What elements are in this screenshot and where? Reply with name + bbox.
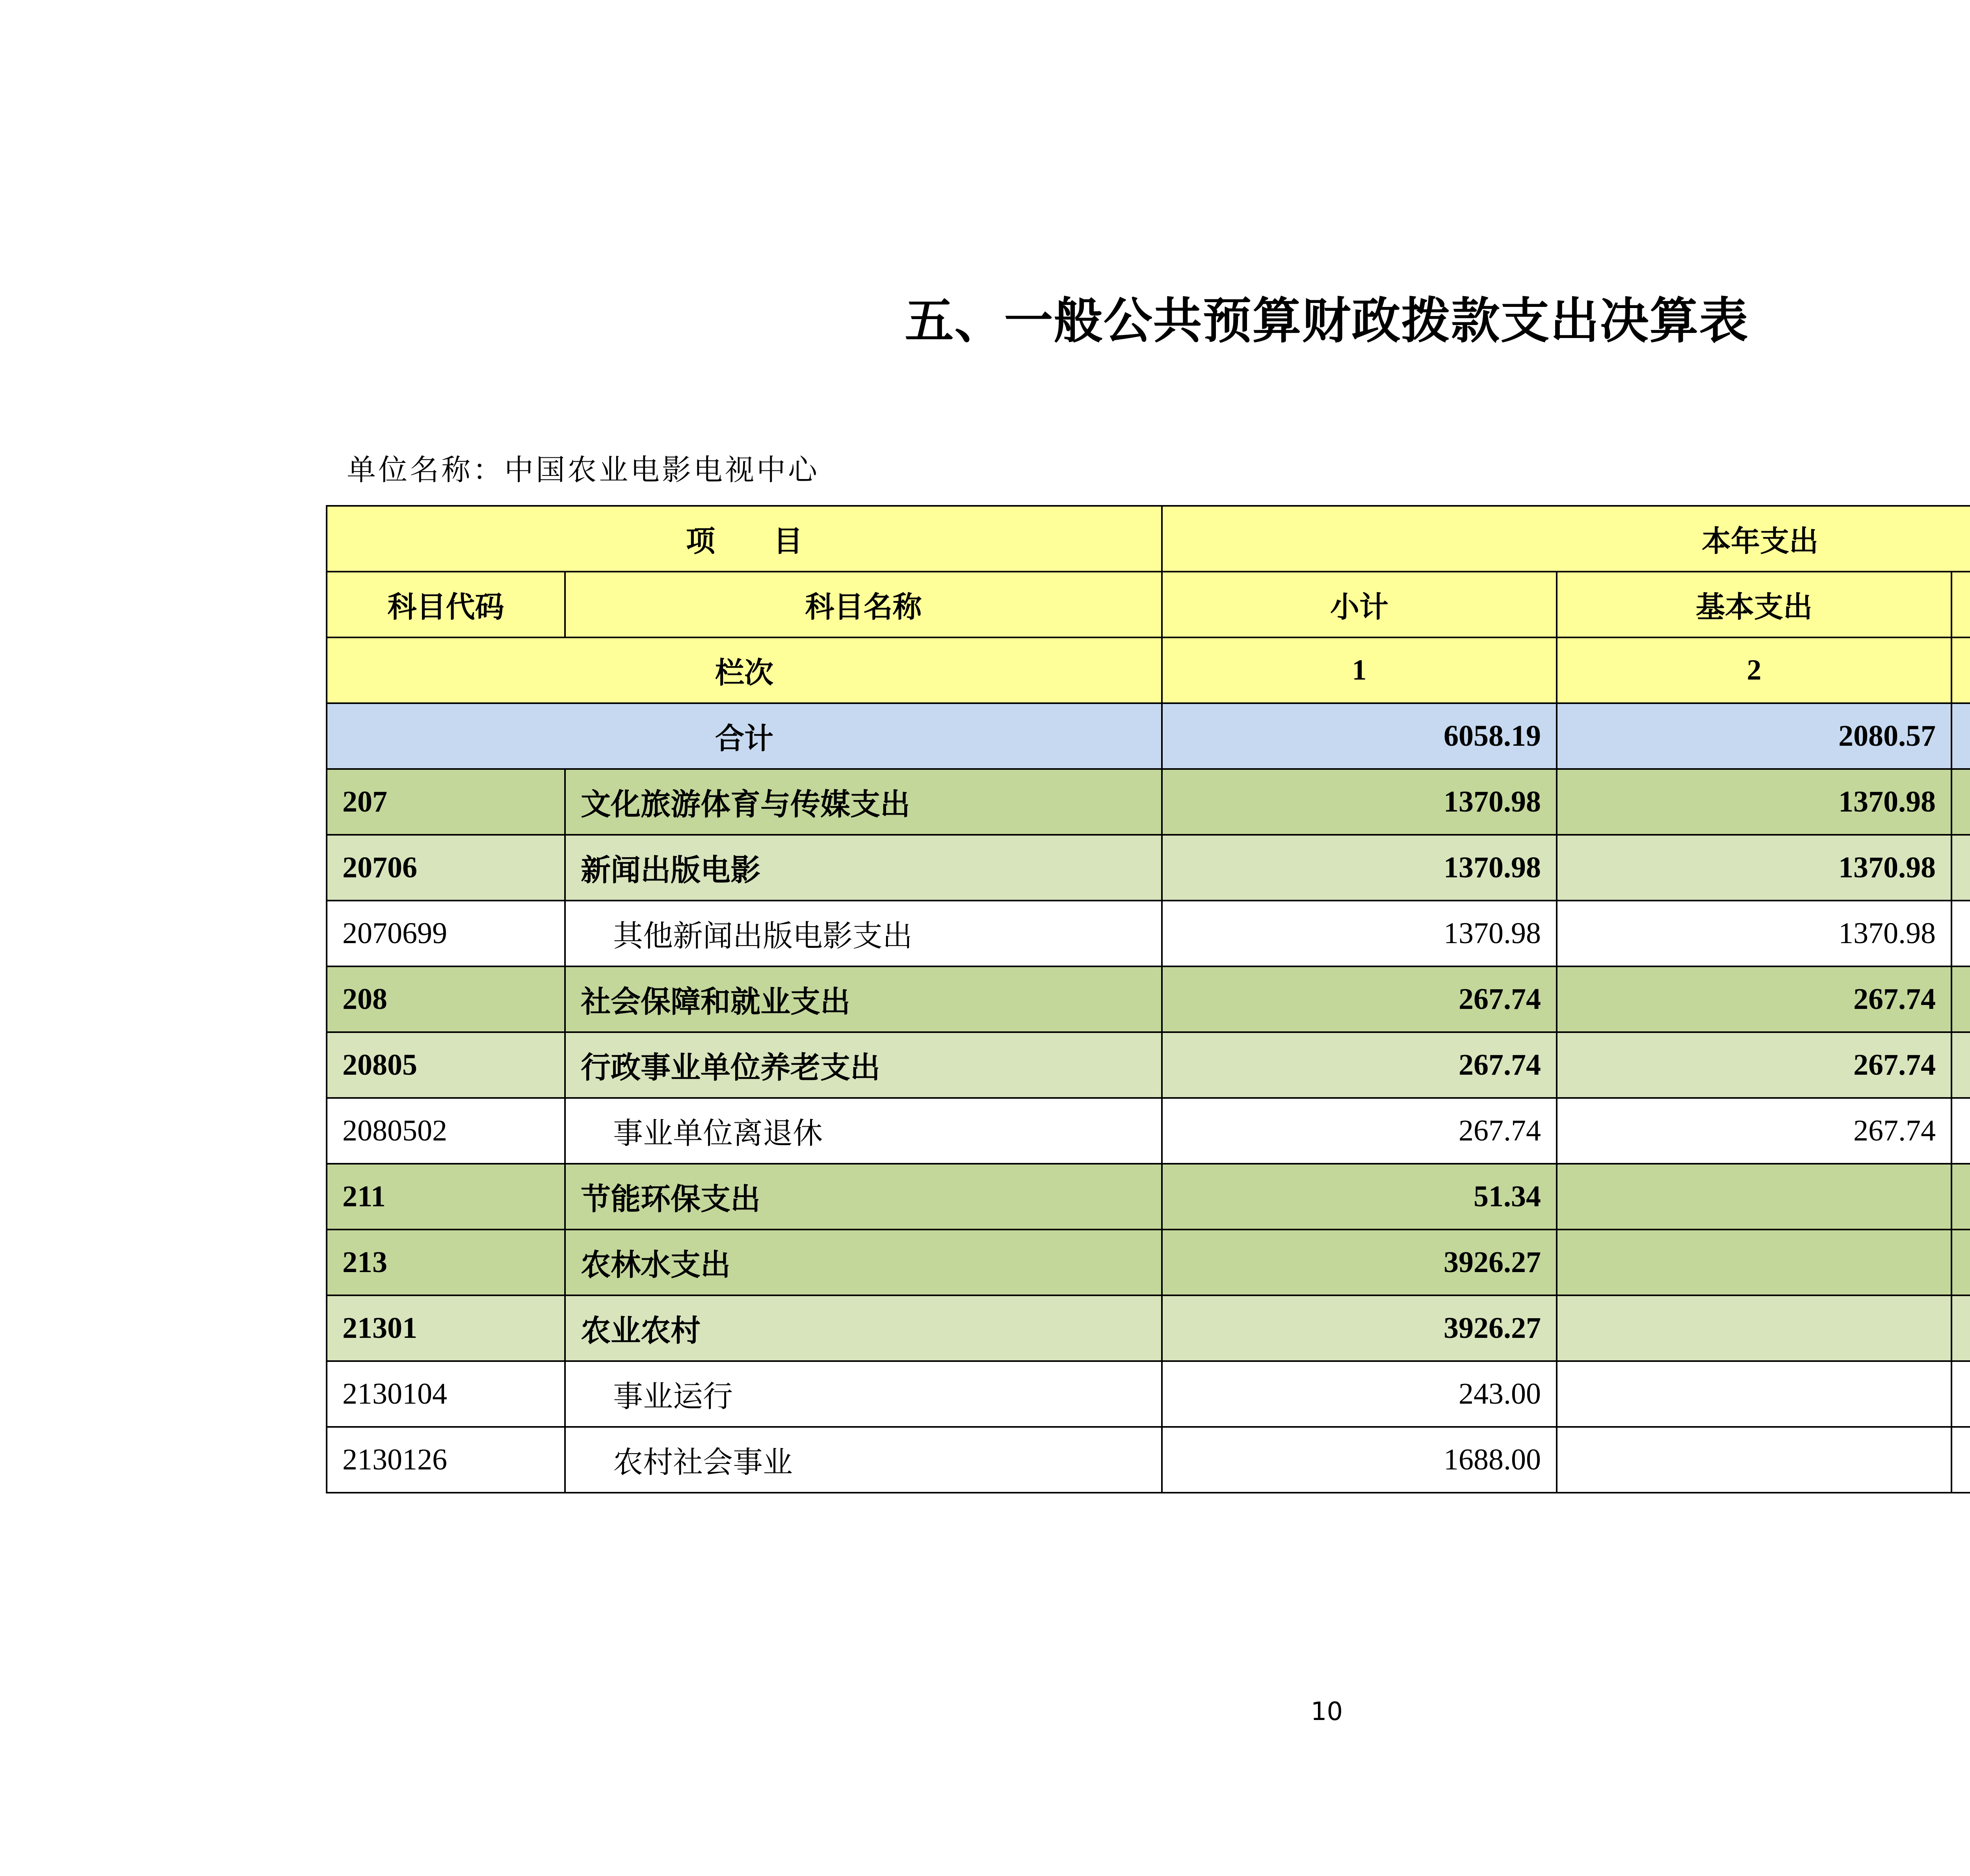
row-subtotal: 51.34 <box>1162 1164 1557 1230</box>
row-name: 事业单位离退休 <box>565 1098 1162 1164</box>
row-code: 211 <box>327 1164 565 1230</box>
total-subtotal: 6058.19 <box>1162 703 1557 769</box>
header-project-exp <box>1951 572 1970 637</box>
row-project <box>1951 769 1970 835</box>
row-basic <box>1557 1164 1951 1230</box>
row-subtotal: 1688.00 <box>1162 1427 1557 1493</box>
row-subtotal: 267.74 <box>1162 966 1557 1032</box>
total-project <box>1951 703 1970 769</box>
row-code: 21301 <box>327 1295 565 1361</box>
table-row <box>327 901 1970 966</box>
row-subtotal: 1370.98 <box>1162 769 1557 835</box>
header-col-1: 1 <box>1162 637 1557 703</box>
header-row-3 <box>327 637 1970 703</box>
table-row <box>327 1164 1970 1230</box>
page-title: 五、一般公共预算财政拨款支出决算表 <box>905 293 1749 349</box>
header-current-year: 本年支出 <box>1162 506 1970 572</box>
row-name: 社会保障和就业支出 <box>565 966 1162 1032</box>
row-code: 2080502 <box>327 1098 565 1164</box>
table-row <box>327 1427 1970 1493</box>
row-name: 行政事业单位养老支出 <box>565 1032 1162 1098</box>
header-row-1 <box>327 506 1970 572</box>
row-subtotal: 1370.98 <box>1162 901 1557 966</box>
row-basic: 1370.98 <box>1557 835 1951 901</box>
row-name: 其他新闻出版电影支出 <box>565 901 1162 966</box>
header-basic: 基本支出 <box>1557 572 1951 637</box>
header-project: 项 目 <box>327 506 1162 572</box>
row-code: 208 <box>327 966 565 1032</box>
row-subtotal: 1370.98 <box>1162 835 1557 901</box>
table-row <box>327 835 1970 901</box>
row-name: 农业农村 <box>565 1295 1162 1361</box>
row-subtotal: 243.00 <box>1162 1361 1557 1427</box>
row-subtotal: 267.74 <box>1162 1032 1557 1098</box>
total-basic: 2080.57 <box>1557 703 1951 769</box>
row-project <box>1951 901 1970 966</box>
row-name: 新闻出版电影 <box>565 835 1162 901</box>
header-col-2: 2 <box>1557 637 1951 703</box>
row-name: 农村社会事业 <box>565 1427 1162 1493</box>
row-project <box>1951 1361 1970 1427</box>
table-row <box>327 769 1970 835</box>
row-basic <box>1557 1427 1951 1493</box>
table-row <box>327 1361 1970 1427</box>
header-row-2 <box>327 572 1970 637</box>
row-name: 农林水支出 <box>565 1230 1162 1295</box>
row-project <box>1951 835 1970 901</box>
table-row <box>327 1230 1970 1295</box>
table-row <box>327 1032 1970 1098</box>
row-project <box>1951 1427 1970 1493</box>
header-name: 科目名称 <box>565 572 1162 637</box>
row-code: 207 <box>327 769 565 835</box>
row-project <box>1951 1164 1970 1230</box>
header-col-3 <box>1951 637 1970 703</box>
unit-name: 单位名称：中国农业电影电视中心 <box>347 453 820 487</box>
row-basic <box>1557 1230 1951 1295</box>
row-project <box>1951 1032 1970 1098</box>
row-code: 2070699 <box>327 901 565 966</box>
row-project <box>1951 1098 1970 1164</box>
row-basic: 267.74 <box>1557 1032 1951 1098</box>
row-basic: 267.74 <box>1557 1098 1951 1164</box>
row-subtotal: 3926.27 <box>1162 1230 1557 1295</box>
row-project <box>1951 1230 1970 1295</box>
row-code: 213 <box>327 1230 565 1295</box>
table-row <box>327 966 1970 1032</box>
row-basic: 1370.98 <box>1557 901 1951 966</box>
row-code: 2130104 <box>327 1361 565 1427</box>
expenditure-table <box>326 505 1970 1493</box>
row-subtotal: 267.74 <box>1162 1098 1557 1164</box>
page-number: 10 <box>1310 1697 1343 1726</box>
row-code: 20805 <box>327 1032 565 1098</box>
row-name: 节能环保支出 <box>565 1164 1162 1230</box>
row-name: 事业运行 <box>565 1361 1162 1427</box>
row-basic: 1370.98 <box>1557 769 1951 835</box>
header-column-order: 栏次 <box>327 637 1162 703</box>
header-code: 科目代码 <box>327 572 565 637</box>
table-row <box>327 1098 1970 1164</box>
header-subtotal: 小计 <box>1162 572 1557 637</box>
row-name: 文化旅游体育与传媒支出 <box>565 769 1162 835</box>
row-basic <box>1557 1361 1951 1427</box>
total-label: 合计 <box>327 703 1162 769</box>
row-subtotal: 3926.27 <box>1162 1295 1557 1361</box>
row-code: 20706 <box>327 835 565 901</box>
row-project <box>1951 966 1970 1032</box>
row-code: 2130126 <box>327 1427 565 1493</box>
row-basic: 267.74 <box>1557 966 1951 1032</box>
total-row <box>327 703 1970 769</box>
row-basic <box>1557 1295 1951 1361</box>
table-row <box>327 1295 1970 1361</box>
row-project <box>1951 1295 1970 1361</box>
